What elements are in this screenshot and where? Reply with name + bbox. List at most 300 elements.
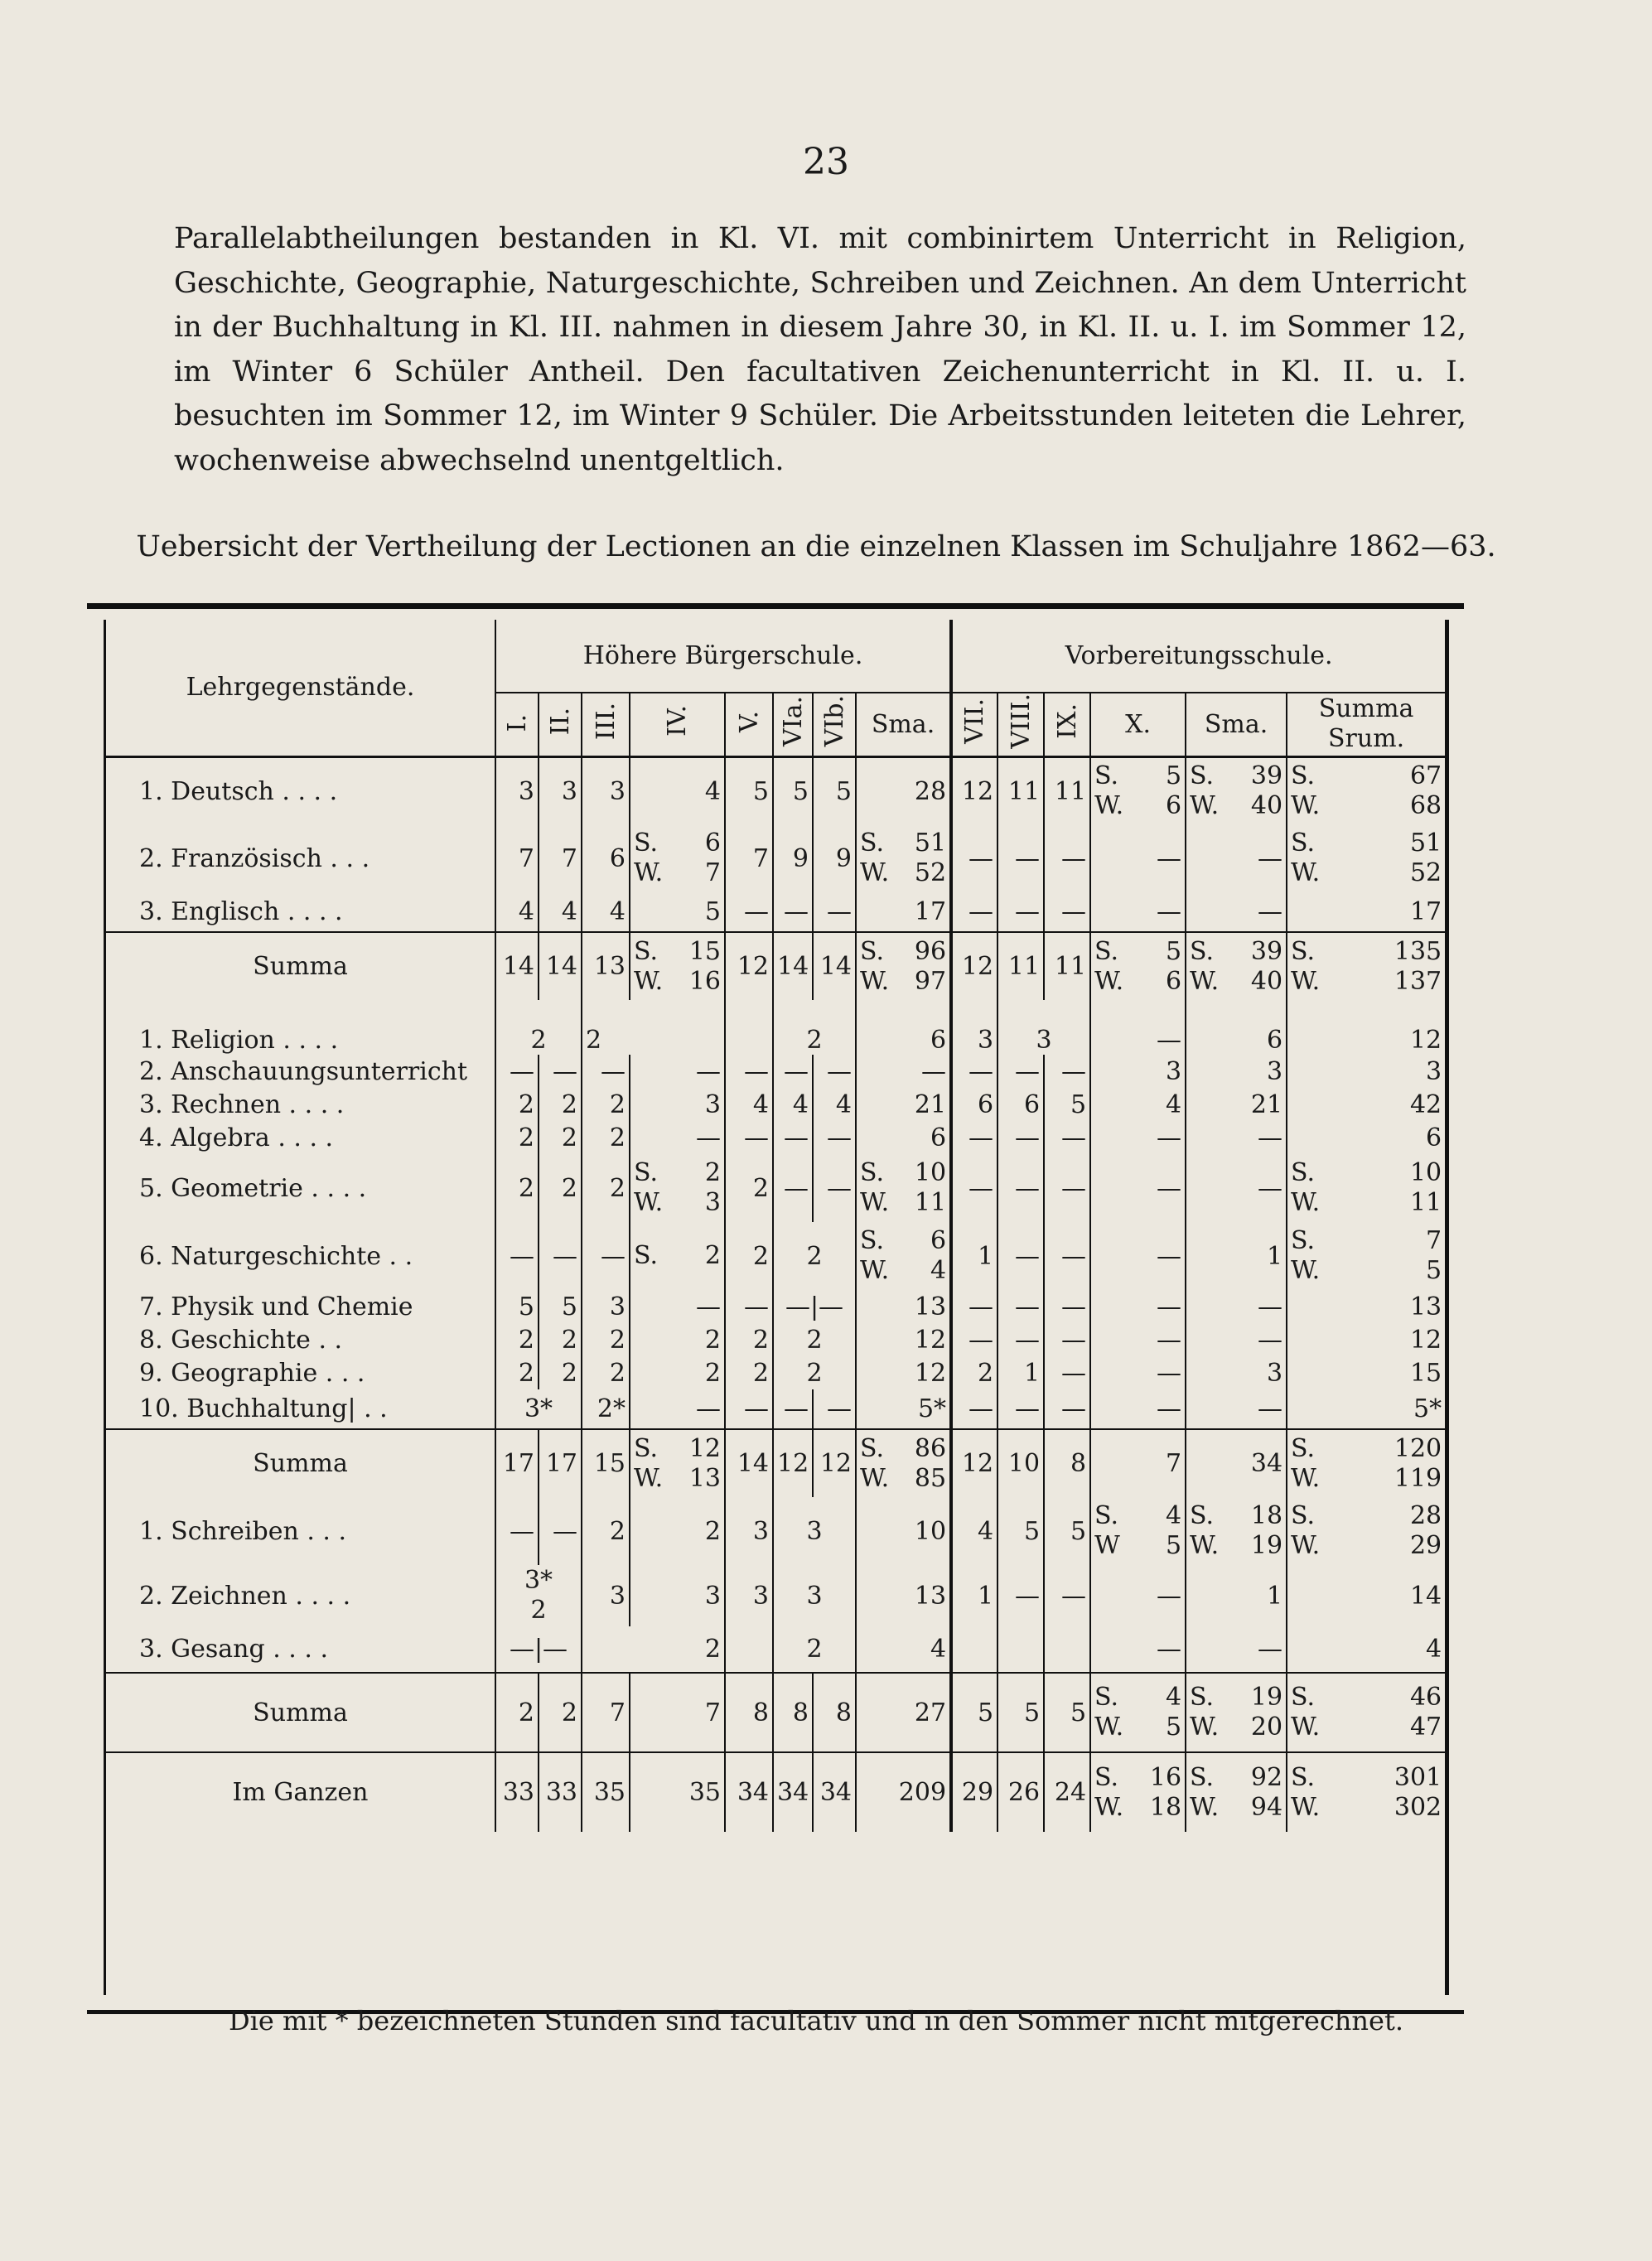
col-header-X: X.: [1090, 693, 1186, 756]
cell: 4: [856, 1626, 951, 1673]
cell: —: [1044, 1055, 1090, 1088]
cell: 35: [582, 1752, 630, 1832]
intro-paragraph: Parallelabtheilungen bestanden in Kl. VI. mit combinirtem Unterricht in Religion, Geschichte, Geographie, Naturgeschichte, Schreiben und Zeichnen. An dem Unterricht in der Buchhaltung in Kl. III. nahmen in diesem Jahre 30, in Kl. II. u. I. im Sommer 12, im Winter 6 Schüler Antheil. Den facultativen Zeichenunterricht in Kl. II. u. I. besuchten im Sommer 12, im Winter 9 Schüler. Die Arbeitsstunden leiteten die Lehrer, wochenweise abwechselnd unentgeltlich.: [174, 222, 1466, 477]
cell: 2: [725, 1222, 773, 1290]
cell: 2: [773, 1222, 856, 1290]
cell: 14: [725, 1429, 773, 1497]
table-row: [106, 1222, 1445, 1290]
cell: 5: [630, 892, 725, 932]
summa-label: Summa: [106, 1673, 495, 1752]
cell: 3: [1186, 1356, 1287, 1389]
cell: —: [630, 1290, 725, 1323]
cell: —: [495, 1222, 539, 1290]
cell: 3: [582, 1290, 630, 1323]
cell: —: [856, 1055, 951, 1088]
cell: 5: [813, 756, 856, 824]
cell: 12: [951, 1429, 997, 1497]
cell: 2: [725, 1154, 773, 1222]
cell: —: [773, 1121, 813, 1154]
table-row: [106, 1626, 1445, 1673]
cell: —: [725, 1389, 773, 1429]
cell: 11: [997, 756, 1044, 824]
header-hoehere-buergerschule: Höhere Bürgerschule.: [495, 620, 951, 693]
cell: 7: [630, 1673, 725, 1752]
summa-label: Summa: [253, 952, 348, 982]
col-header-I: I.: [502, 714, 532, 732]
cell: 2: [582, 1088, 630, 1121]
cell-sw: S. 7 W. 5: [1287, 1222, 1445, 1290]
cell: 5: [539, 1290, 582, 1323]
cell: 2: [582, 1356, 630, 1389]
table-row: [106, 1055, 1445, 1088]
cell: 6: [856, 1121, 951, 1154]
cell: 34: [813, 1752, 856, 1832]
cell: 5: [1044, 1673, 1090, 1752]
cell: 12: [951, 932, 997, 1000]
lessons-table-box: [87, 603, 1464, 2014]
cell: 7: [725, 824, 773, 892]
subject-label: 1. Schreiben . . .: [139, 1516, 347, 1546]
cell: —: [539, 1055, 582, 1088]
cell: 12: [1287, 1323, 1445, 1356]
cell: 6: [951, 1088, 997, 1121]
cell: —: [1186, 824, 1287, 892]
cell: 5: [495, 1290, 539, 1323]
cell: 2: [630, 1356, 725, 1389]
cell-sw: S. 4 W. 5: [1090, 1673, 1186, 1752]
cell: [997, 1626, 1044, 1673]
cell: 3: [582, 756, 630, 824]
cell: —: [951, 1121, 997, 1154]
cell: 13: [582, 932, 630, 1000]
cell: 14: [495, 932, 539, 1000]
cell: —: [725, 892, 773, 932]
cell: 12: [813, 1429, 856, 1497]
cell: —|—: [773, 1290, 856, 1323]
table-caption: Uebersicht der Vertheilung der Lectionen an die einzelnen Klassen im Schuljahre 1862—63.: [136, 530, 1496, 563]
cell: 2: [725, 1323, 773, 1356]
cell: 2: [582, 1154, 630, 1222]
cell: 34: [1186, 1429, 1287, 1497]
cell: 3: [582, 1565, 630, 1626]
cell: 2: [725, 1356, 773, 1389]
cell: 17: [1287, 892, 1445, 932]
cell: 2: [773, 1000, 856, 1055]
col-header-VIII: VIII.: [1006, 693, 1036, 749]
cell: —: [1090, 1626, 1186, 1673]
footnote: Die mit * bezeichneten Stunden sind facultativ und in den Sommer nicht mitgerechnet.: [229, 2005, 1403, 2036]
cell: 3: [1287, 1055, 1445, 1088]
cell: 8: [1044, 1429, 1090, 1497]
cell: 11: [1044, 932, 1090, 1000]
cell: 6: [1287, 1121, 1445, 1154]
subject-label: 7. Physik und Chemie: [139, 1292, 413, 1321]
cell: 13: [1287, 1290, 1445, 1323]
cell: 14: [1287, 1565, 1445, 1626]
cell: 5: [997, 1673, 1044, 1752]
cell: 5: [725, 756, 773, 824]
cell: —: [1090, 1222, 1186, 1290]
cell: 2: [495, 1154, 539, 1222]
col-header-VII: VII.: [960, 698, 990, 744]
cell: —: [997, 824, 1044, 892]
cell: —: [1044, 1222, 1090, 1290]
cell: 8: [773, 1673, 813, 1752]
cell: —: [813, 1055, 856, 1088]
cell-sw: S. 67 W. 68: [1287, 756, 1445, 824]
col-header-III: III.: [591, 702, 621, 740]
cell: —: [1090, 1356, 1186, 1389]
cell: —: [773, 1154, 813, 1222]
cell: 4: [813, 1088, 856, 1121]
cell: 2: [773, 1323, 856, 1356]
cell: —: [773, 892, 813, 932]
table-row: [106, 1323, 1445, 1356]
cell: 2: [495, 1673, 539, 1752]
summa-label: Summa: [253, 1449, 348, 1479]
cell: 4: [495, 892, 539, 932]
cell-sw: S. 5 W. 6: [1090, 932, 1186, 1000]
cell: —: [1186, 1323, 1287, 1356]
cell: 35: [630, 1752, 725, 1832]
cell: —: [813, 1121, 856, 1154]
cell: 2: [582, 1000, 725, 1055]
cell: 6: [997, 1088, 1044, 1121]
cell: 7: [495, 824, 539, 892]
cell: 2: [582, 1323, 630, 1356]
cell: 3: [630, 1088, 725, 1121]
col-header-VIb: VIb.: [819, 695, 849, 747]
cell: 12: [1287, 1000, 1445, 1055]
cell: [725, 1000, 773, 1055]
cell: 5*: [856, 1389, 951, 1429]
cell-sw: S. 92 W. 94: [1186, 1752, 1287, 1832]
cell: 4: [725, 1088, 773, 1121]
cell: 2: [495, 1121, 539, 1154]
cell: 4: [630, 756, 725, 824]
subject-label: 10. Buchhaltung| . .: [106, 1389, 495, 1429]
col-header-summa-hbs: Sma.: [856, 693, 951, 756]
col-header-IV: IV.: [663, 705, 692, 737]
cell-sw: S. 6 W. 4: [856, 1222, 951, 1290]
cell: —: [725, 1121, 773, 1154]
cell: 4: [582, 892, 630, 932]
cell: —: [951, 892, 997, 932]
cell: 3: [725, 1497, 773, 1565]
cell: 2: [539, 1323, 582, 1356]
cell: 2: [630, 1497, 725, 1565]
subject-label: 1. Deutsch . . . .: [139, 776, 338, 806]
cell: 21: [1186, 1088, 1287, 1121]
cell: 21: [856, 1088, 951, 1121]
table-row: [106, 756, 1445, 824]
cell: 1: [1186, 1222, 1287, 1290]
cell: 2: [582, 1497, 630, 1565]
cell-sw: S. 135 W. 137: [1287, 932, 1445, 1000]
cell: 26: [997, 1752, 1044, 1832]
cell: —: [951, 1323, 997, 1356]
cell: —: [1090, 1290, 1186, 1323]
cell: —: [773, 1055, 813, 1088]
cell: —|—: [495, 1626, 582, 1673]
cell: 3: [1090, 1055, 1186, 1088]
table-row: [106, 1290, 1445, 1323]
cell: —: [951, 824, 997, 892]
cell: 3: [773, 1497, 856, 1565]
subject-label: 6. Naturgeschichte . .: [139, 1241, 413, 1271]
cell-sw: S. 39 W. 40: [1186, 932, 1287, 1000]
subject-label: 1. Religion . . . .: [139, 1026, 339, 1056]
summa-row: [106, 1673, 1445, 1752]
cell: 2: [539, 1356, 582, 1389]
subject-label: 4. Algebra . . . .: [139, 1123, 334, 1152]
cell: [951, 1626, 997, 1673]
cell: 2: [630, 1323, 725, 1356]
cell: —: [1090, 892, 1186, 932]
cell-sw: S. 51 W. 52: [1287, 824, 1445, 892]
cell: 5: [997, 1497, 1044, 1565]
cell: 34: [773, 1752, 813, 1832]
cell: —: [1186, 892, 1287, 932]
cell: 1: [951, 1565, 997, 1626]
cell: 9: [773, 824, 813, 892]
cell: —: [1044, 824, 1090, 892]
cell-sw: S. 301 W. 302: [1287, 1752, 1445, 1832]
cell: —: [1090, 1000, 1186, 1055]
cell: 7: [1090, 1429, 1186, 1497]
cell: 12: [951, 756, 997, 824]
cell: 3*: [495, 1389, 582, 1429]
subject-label: 9. Geographie . . .: [139, 1358, 365, 1388]
cell: —: [1186, 1154, 1287, 1222]
cell: —: [813, 1389, 856, 1429]
table-row: [106, 1121, 1445, 1154]
cell-sw: S. 4 W 5: [1090, 1497, 1186, 1565]
cell: —: [1090, 824, 1186, 892]
cell: —: [951, 1154, 997, 1222]
cell-sw: S. 46 W. 47: [1287, 1673, 1445, 1752]
cell: 5: [1044, 1497, 1090, 1565]
cell: 4: [951, 1497, 997, 1565]
cell: 33: [539, 1752, 582, 1832]
cell: —: [951, 1389, 997, 1429]
cell: 17: [539, 1429, 582, 1497]
cell: 2: [582, 1121, 630, 1154]
cell-sw: S. 51 W. 52: [856, 824, 951, 892]
cell: 2: [495, 1323, 539, 1356]
cell: 1: [951, 1222, 997, 1290]
cell: —: [1186, 1290, 1287, 1323]
cell: —: [997, 1323, 1044, 1356]
cell: 7: [539, 824, 582, 892]
subject-label: 3. Gesang . . . .: [106, 1626, 495, 1673]
cell: —: [1044, 892, 1090, 932]
cell: 5*: [1287, 1389, 1445, 1429]
cell: 10: [856, 1497, 951, 1565]
cell: 27: [856, 1673, 951, 1752]
cell-sw: S. 12 W. 13: [630, 1429, 725, 1497]
table-row: [106, 892, 1445, 932]
cell: 10: [997, 1429, 1044, 1497]
cell-sw: S. 16 W. 18: [1090, 1752, 1186, 1832]
cell-sw: S. 120 W. 119: [1287, 1429, 1445, 1497]
col-header-V: V.: [734, 710, 764, 732]
cell: 2: [951, 1356, 997, 1389]
cell: 1: [997, 1356, 1044, 1389]
cell: 6: [1186, 1000, 1287, 1055]
cell: —: [997, 1121, 1044, 1154]
cell: —: [582, 1222, 630, 1290]
cell: —: [630, 1121, 725, 1154]
cell-sw: S. 10 W. 11: [1287, 1154, 1445, 1222]
cell: —: [1186, 1389, 1287, 1429]
cell: —: [1090, 1565, 1186, 1626]
cell: 3: [725, 1565, 773, 1626]
cell: —: [1044, 1356, 1090, 1389]
table-row: [106, 1497, 1445, 1565]
subject-label: 3. Englisch . . . .: [106, 892, 495, 932]
cell: 4: [1287, 1626, 1445, 1673]
cell: 3: [495, 756, 539, 824]
cell: 34: [725, 1752, 773, 1832]
cell-sw: S. 86 W. 85: [856, 1429, 951, 1497]
cell: 1: [1186, 1565, 1287, 1626]
cell: 14: [773, 932, 813, 1000]
cell: —: [773, 1389, 813, 1429]
cell: 4: [539, 892, 582, 932]
cell: —: [997, 1389, 1044, 1429]
col-header-summa-vs: Sma.: [1186, 693, 1287, 756]
cell-sw: S. 19 W. 20: [1186, 1673, 1287, 1752]
lessons-table-frame: [104, 620, 1449, 1995]
cell: 12: [856, 1356, 951, 1389]
cell-sw: S. 96 W. 97: [856, 932, 951, 1000]
cell: —: [951, 1055, 997, 1088]
cell: —: [997, 1565, 1044, 1626]
cell: 3: [997, 1000, 1090, 1055]
cell: —: [1186, 1626, 1287, 1673]
cell-sw: S. 5 W. 6: [1090, 756, 1186, 824]
cell: 17: [856, 892, 951, 932]
cell: 2: [539, 1154, 582, 1222]
cell: 3: [630, 1565, 725, 1626]
cell: —: [1044, 1154, 1090, 1222]
col-header-VIa: VIa.: [778, 695, 808, 746]
cell: 33: [495, 1752, 539, 1832]
subject-label: 5. Geometrie . . . .: [139, 1173, 367, 1203]
subject-label: 2. Französisch . . .: [139, 843, 370, 873]
cell: 6: [582, 824, 630, 892]
cell-sw: S. 10 W. 11: [856, 1154, 951, 1222]
cell: 2: [495, 1000, 582, 1055]
cell: 42: [1287, 1088, 1445, 1121]
cell: —: [1044, 1290, 1090, 1323]
lessons-table: [106, 620, 1445, 1832]
cell: 17: [495, 1429, 539, 1497]
header-vorbereitungsschule: Vorbereitungsschule.: [951, 620, 1445, 693]
cell: —: [1186, 1121, 1287, 1154]
cell: 11: [997, 932, 1044, 1000]
cell: —: [539, 1222, 582, 1290]
cell: 2: [539, 1121, 582, 1154]
summa-row: [106, 1429, 1445, 1497]
cell: —: [539, 1497, 582, 1565]
cell: —: [1044, 1565, 1090, 1626]
cell: 3: [1186, 1055, 1287, 1088]
cell: 13: [856, 1290, 951, 1323]
cell: 29: [951, 1752, 997, 1832]
subject-label: 8. Geschichte . .: [139, 1325, 343, 1355]
cell: 5: [951, 1673, 997, 1752]
cell: 5: [773, 756, 813, 824]
table-row: [106, 824, 1445, 892]
cell: 8: [725, 1673, 773, 1752]
cell-sw: S. 2: [630, 1222, 725, 1290]
cell: [725, 1626, 773, 1673]
cell: —: [1090, 1154, 1186, 1222]
cell-sw: S. 6 W. 7: [630, 824, 725, 892]
cell: —: [951, 1290, 997, 1323]
cell: 15: [582, 1429, 630, 1497]
cell: 14: [539, 932, 582, 1000]
cell: —: [997, 1055, 1044, 1088]
table-row: [106, 1356, 1445, 1389]
subject-label: 3. Rechnen . . . .: [139, 1089, 345, 1119]
table-row: [106, 1389, 1445, 1429]
cell: —: [495, 1055, 539, 1088]
cell: —: [997, 892, 1044, 932]
cell-sw: S. 18 W. 19: [1186, 1497, 1287, 1565]
cell: —: [997, 1290, 1044, 1323]
cell: —: [630, 1389, 725, 1429]
cell: 28: [856, 756, 951, 824]
cell: —: [1044, 1121, 1090, 1154]
cell: 3: [773, 1565, 856, 1626]
table-row: [106, 1154, 1445, 1222]
cell: 2: [773, 1356, 856, 1389]
cell: [1044, 1626, 1090, 1673]
cell: 3* 2: [495, 1565, 582, 1626]
cell: 2: [495, 1356, 539, 1389]
cell: —: [1090, 1121, 1186, 1154]
total-label: Im Ganzen: [232, 1778, 369, 1808]
cell: —: [630, 1055, 725, 1088]
subject-label: 2. Zeichnen . . . .: [139, 1581, 351, 1611]
cell: —: [1090, 1389, 1186, 1429]
cell: 3: [951, 1000, 997, 1055]
cell: 14: [813, 932, 856, 1000]
cell: —: [725, 1290, 773, 1323]
table-row: [106, 1000, 1445, 1055]
cell-sw: S. 15 W. 16: [630, 932, 725, 1000]
cell: 2: [582, 1626, 725, 1673]
cell: 2: [539, 1088, 582, 1121]
cell: —: [997, 1222, 1044, 1290]
cell-sw: S. 2 W. 3: [630, 1154, 725, 1222]
cell-sw: S. 28 W. 29: [1287, 1497, 1445, 1565]
col-header-summa-total: Summa Srum.: [1287, 693, 1445, 756]
cell: 2: [539, 1673, 582, 1752]
cell: —: [725, 1055, 773, 1088]
col-header-II: II.: [545, 707, 575, 735]
cell: 2: [495, 1088, 539, 1121]
cell: —: [495, 1497, 539, 1565]
cell: —: [1044, 1323, 1090, 1356]
cell: 4: [1090, 1088, 1186, 1121]
cell: 209: [856, 1752, 951, 1832]
cell: 4: [773, 1088, 813, 1121]
cell: 3: [539, 756, 582, 824]
